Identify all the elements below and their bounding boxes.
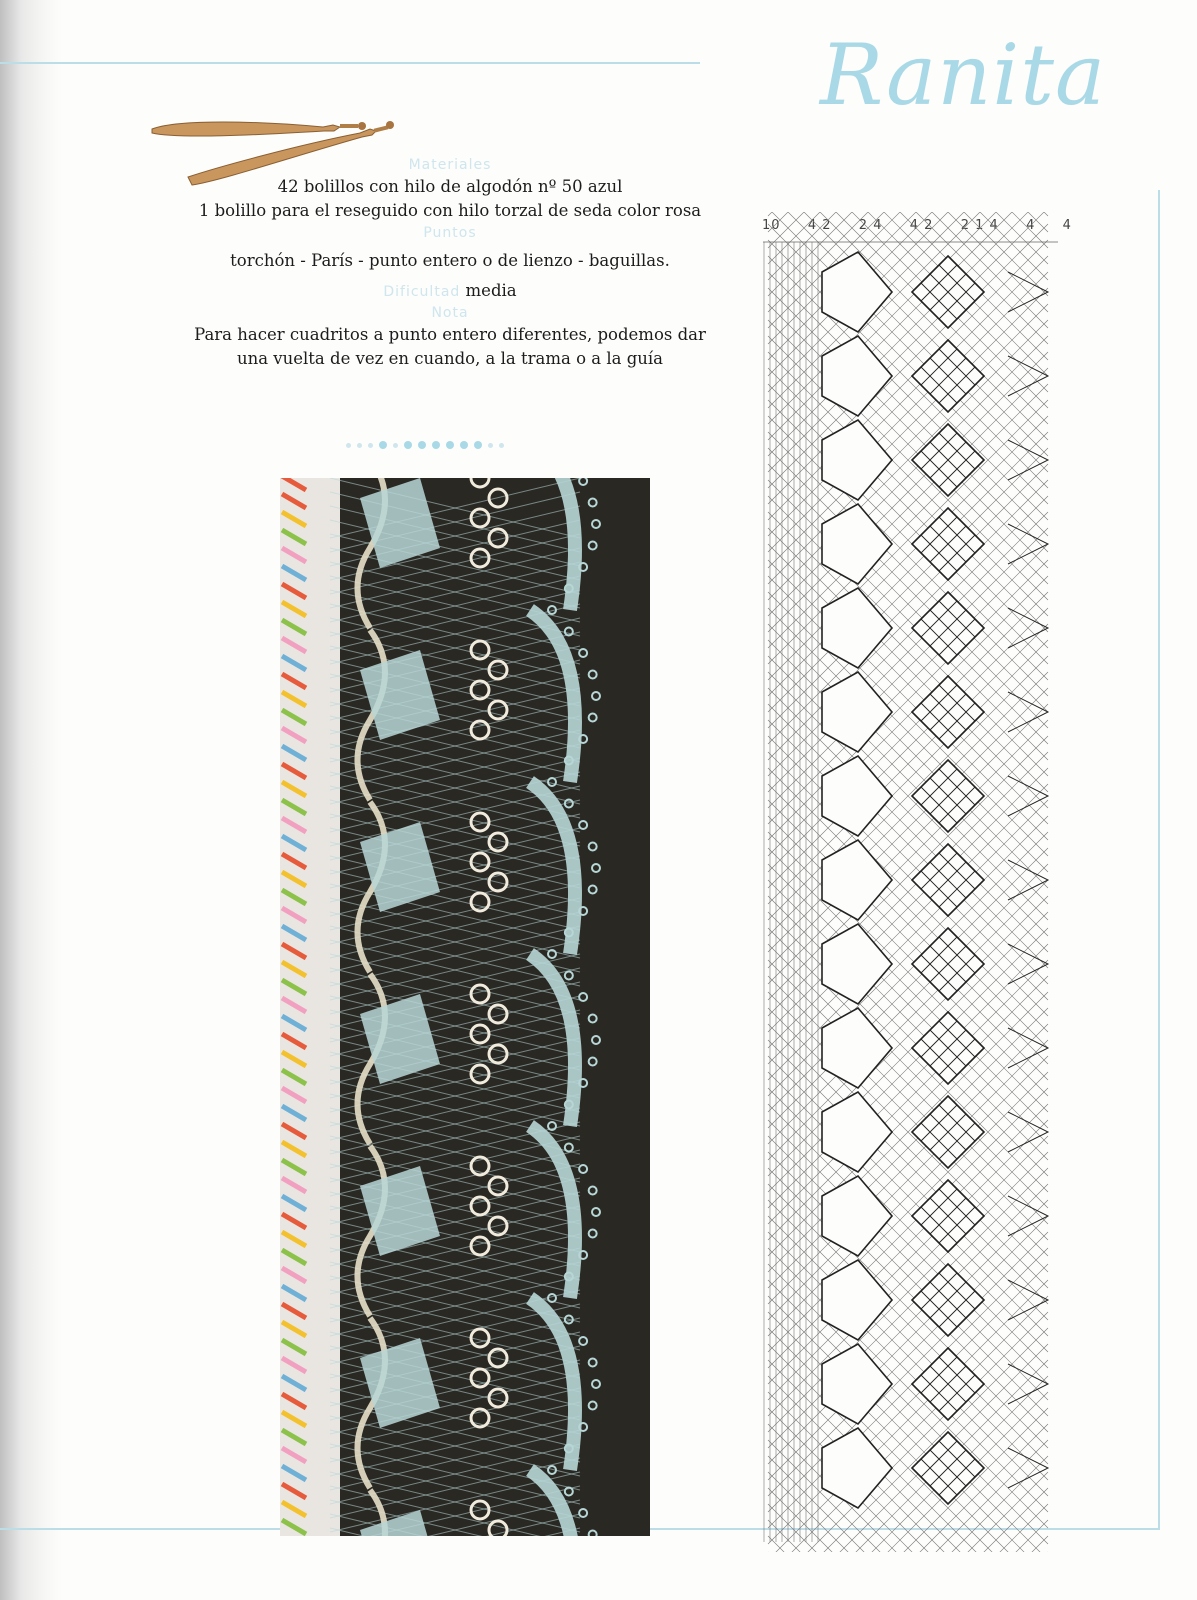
picot: [589, 1058, 597, 1066]
diagonal-line: [768, 212, 1048, 376]
diagonal-line: [768, 1280, 1048, 1552]
edge-zigzag: [1008, 440, 1048, 480]
materials-line: 1 bolillo para el reseguido con hilo torzal de seda color rosa: [198, 201, 702, 220]
diagonal-line: [768, 1424, 1048, 1552]
dot: [474, 441, 482, 449]
picot: [589, 1531, 597, 1537]
zigzag-motif: [822, 1008, 892, 1088]
materials-heading: Materiales: [408, 157, 492, 173]
edge-zigzag: [1008, 1448, 1048, 1488]
zigzag-motif: [822, 504, 892, 584]
picot: [592, 692, 600, 700]
zigzag-motif: [822, 336, 892, 416]
rose-ground-loop: [489, 701, 507, 719]
picot: [579, 993, 587, 1001]
picot: [589, 671, 597, 679]
picot: [589, 542, 597, 550]
picot: [592, 1036, 600, 1044]
diagonal-line: [768, 212, 1048, 344]
diagonal-line: [768, 212, 1048, 472]
diagonal-line: [768, 212, 1048, 408]
picot: [589, 1230, 597, 1238]
dot: [418, 441, 426, 449]
picot: [579, 478, 587, 485]
dot: [460, 441, 468, 449]
pattern-label: 2 1 4: [960, 218, 999, 233]
materials-line: 42 bolillos con hilo de algodón nº 50 azul: [277, 177, 623, 196]
pattern-label: 4: [1026, 218, 1036, 233]
rose-ground-loop: [489, 661, 507, 679]
dot: [488, 443, 493, 448]
picot: [589, 1359, 597, 1367]
lace-illustration: [280, 478, 650, 1536]
picot: [565, 972, 573, 980]
note-line: una vuelta de vez en cuando, a la trama o a la guía: [236, 349, 664, 368]
picot: [579, 821, 587, 829]
diagonal-line: [768, 212, 1048, 248]
stitches-heading: Puntos: [423, 225, 477, 241]
diagonal-line: [768, 212, 1048, 312]
dot: [368, 443, 373, 448]
dot: [499, 443, 504, 448]
zigzag-motif: [822, 1344, 892, 1424]
dot: [357, 443, 362, 448]
picot: [589, 1187, 597, 1195]
zigzag-motif: [822, 588, 892, 668]
diagonal-line: [768, 1440, 1048, 1552]
lace-photo: [280, 478, 650, 1536]
zigzag-motif: [822, 1092, 892, 1172]
zigzag-motif: [822, 1428, 892, 1508]
cloth-stitch-leaf: [360, 1510, 440, 1536]
cloth-stitch-leaf: [360, 478, 440, 568]
picot: [579, 1337, 587, 1345]
dot: [393, 443, 398, 448]
pattern-label: 4 2: [807, 218, 832, 233]
picot: [589, 714, 597, 722]
zigzag-motif: [822, 672, 892, 752]
diagonal-line: [768, 1424, 1048, 1552]
diagonal-line: [768, 212, 1048, 216]
zigzag-motif: [822, 420, 892, 500]
picot: [592, 1380, 600, 1388]
diagonal-line: [768, 1504, 1048, 1552]
note-heading: Nota: [431, 305, 469, 321]
pattern-label: 4: [1062, 218, 1072, 233]
book-gutter: [0, 0, 62, 1600]
diagonal-line: [768, 1392, 1048, 1552]
diagonal-line: [768, 1344, 1048, 1552]
edge-zigzag: [1008, 1112, 1048, 1152]
diagonal-line: [768, 212, 1048, 344]
picot: [579, 1165, 587, 1173]
bobbin-icon: [152, 122, 366, 136]
diagonal-line: [768, 212, 1048, 408]
dot: [404, 441, 412, 449]
rose-ground-loop: [489, 1389, 507, 1407]
stitches-text: torchón - París - punto entero o de lienzo - baguillas.: [230, 251, 670, 270]
diagonal-line: [768, 1520, 1048, 1552]
diagonal-line: [768, 1360, 1048, 1552]
top-rule: [0, 62, 700, 64]
diagonal-line: [768, 212, 1048, 472]
diagonal-line: [768, 212, 1048, 216]
zigzag-motif: [822, 924, 892, 1004]
picot: [589, 886, 597, 894]
diagonal-line: [768, 212, 1048, 312]
diagonal-line: [768, 212, 1048, 440]
diagonal-line: [768, 1520, 1048, 1552]
diagonal-line: [768, 1360, 1048, 1552]
picot: [579, 649, 587, 657]
picot: [565, 1144, 573, 1152]
pattern-label: 4 2: [909, 218, 934, 233]
picot: [589, 1402, 597, 1410]
rose-ground-loop: [489, 1045, 507, 1063]
diagonal-line: [768, 1344, 1048, 1552]
pattern-label: 2 4: [858, 218, 883, 233]
difficulty-value: media: [465, 281, 517, 300]
picot: [579, 1509, 587, 1517]
zigzag-motif: [822, 756, 892, 836]
decorative-dots: [346, 438, 546, 452]
diagonal-line: [768, 1392, 1048, 1552]
dot: [432, 441, 440, 449]
picot: [589, 1015, 597, 1023]
note-line: Para hacer cuadritos a punto entero diferentes, podemos dar: [194, 325, 706, 344]
zigzag-motif: [822, 1260, 892, 1340]
zigzag-motif: [822, 840, 892, 920]
diagonal-line: [768, 212, 1048, 248]
picot: [589, 499, 597, 507]
picot: [592, 1208, 600, 1216]
diagonal-line: [768, 1504, 1048, 1552]
cloth-stitch-leaf: [360, 1338, 440, 1428]
edge-zigzag: [1008, 776, 1048, 816]
pattern-label: 10: [762, 218, 781, 233]
difficulty-line: [140, 279, 760, 303]
picot: [592, 520, 600, 528]
diagonal-line: [768, 1280, 1048, 1552]
dot: [446, 441, 454, 449]
dot: [379, 441, 387, 449]
grid-lines: [764, 212, 1048, 1552]
diagonal-line: [768, 212, 1048, 376]
right-rule: [1158, 190, 1160, 1530]
motifs: [822, 252, 1048, 1508]
rose-ground-loop: [471, 478, 489, 487]
picot: [589, 843, 597, 851]
diagonal-line: [768, 212, 1048, 440]
page-title: Ranita: [820, 26, 1107, 124]
dot: [346, 443, 351, 448]
difficulty-heading: Dificultad: [383, 284, 461, 300]
zigzag-motif: [822, 1176, 892, 1256]
cloth-stitch-leaf: [360, 994, 440, 1084]
picot: [592, 864, 600, 872]
rose-ground-loop: [489, 1177, 507, 1195]
zigzag-motif: [822, 252, 892, 332]
pricking-pattern: [758, 212, 1080, 1552]
info-block: [140, 155, 760, 371]
diagonal-line: [768, 1440, 1048, 1552]
